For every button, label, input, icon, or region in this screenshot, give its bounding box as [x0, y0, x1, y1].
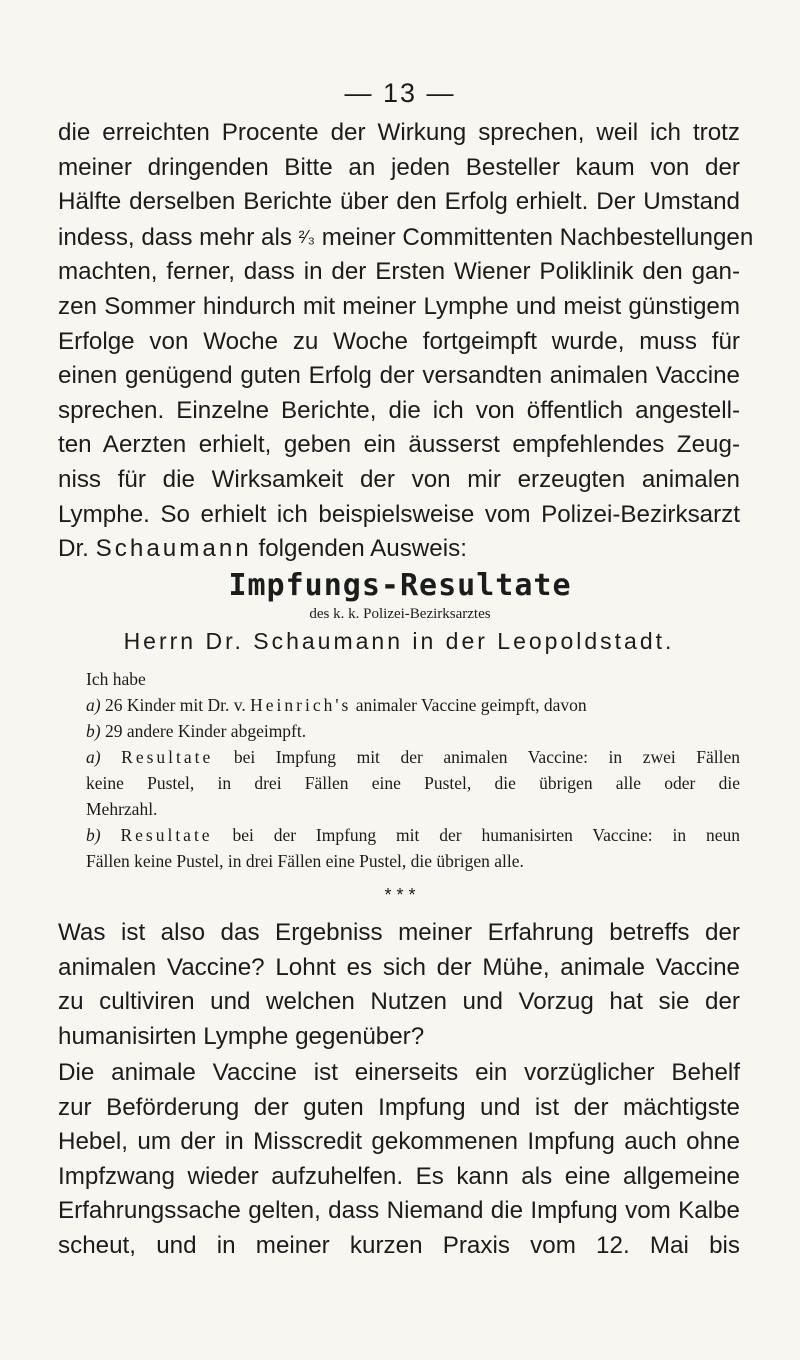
text-fragment: meiner Committenten Nachbestellungen — [321, 223, 754, 251]
item-marker: a) — [86, 695, 101, 715]
item-line — [86, 744, 740, 770]
text-line: die erreichten Procente der Wirkung sprechen, weil ich trotz — [58, 119, 740, 146]
text-line: Lymphe. So erhielt ich beispielsweise vom Polizei-Bezirksarzt — [58, 500, 740, 528]
item-line: Mehrzahl. — [86, 799, 158, 819]
item-line: Fällen keine Pustel, in drei Fällen eine Pustel, die übrigen alle. — [86, 851, 524, 871]
list-item — [86, 692, 740, 718]
paragraph-3 — [58, 1056, 740, 1264]
item-marker: b) — [86, 721, 101, 741]
text-line: einen genügend guten Erfolg der versandten animalen Vaccine — [58, 362, 740, 390]
item-text: bei der Impfung mit der humanisirten Vaccine: in neun — [232, 825, 741, 845]
text-line: Hälfte derselben Berichte über den Erfolg erhielt. Der Umstand — [58, 188, 740, 216]
text-fragment: Dr. — [58, 535, 89, 563]
text-line: sprechen. Einzelne Berichte, die ich von öffentlich angestell- — [58, 396, 740, 424]
name-heinrich: Heinrich's — [250, 695, 352, 715]
text-line: niss für die Wirksamkeit der von mir erzeugten animalen — [58, 465, 740, 493]
text-line: Die animale Vaccine ist einerseits ein vorzüglicher Behelf — [58, 1059, 740, 1086]
page-number: — 13 — — [344, 78, 456, 108]
section-divider: * * * — [384, 885, 416, 905]
item-text: animaler Vaccine geimpft, davon — [355, 695, 587, 715]
text-line: Erfolge von Woche zu Woche fortgeimpft wurde, muss für — [58, 327, 740, 355]
text-line: Was ist also das Ergebniss meiner Erfahrung betreffs der — [58, 919, 740, 946]
item-line: keine Pustel, in drei Fällen eine Pustel, die übrigen alle oder die — [86, 773, 740, 793]
text-line: animalen Vaccine? Lohnt es sich der Mühe, animale Vaccine — [58, 953, 740, 981]
name-schaumann: Schaumann — [95, 535, 252, 563]
text-line — [58, 532, 740, 567]
text-line: ten Aerzten erhielt, geben ein äusserst empfehlendes Zeug- — [58, 431, 740, 459]
fraction: ²⁄₃ — [298, 226, 315, 247]
text-line: meiner dringenden Bitte an jeden Besteller kaum von der — [58, 153, 740, 181]
text-line: machten, ferner, dass in der Ersten Wiener Poliklinik den gan- — [58, 258, 740, 286]
certificate-body — [86, 666, 740, 874]
text-line: humanisirten Lymphe gegenüber? — [58, 1022, 425, 1050]
text-line: scheut, und in meiner kurzen Praxis vom 12. Mai bis — [58, 1231, 740, 1259]
certificate-addressee: Herrn Dr. Schaumann in der Leopoldstadt. — [123, 628, 675, 654]
text-line: zur Beförderung der guten Impfung und ist der mächtigste — [58, 1093, 740, 1121]
item-text: 29 andere Kinder abgeimpft. — [104, 721, 307, 741]
item-text: 26 Kinder mit Dr. v. — [104, 695, 246, 715]
ich-habe: Ich habe — [86, 669, 146, 689]
text-fragment: folgenden Ausweis: — [258, 535, 467, 563]
text-line: zen Sommer hindurch mit meiner Lymphe und meist günstigem — [58, 292, 740, 320]
list-item — [86, 718, 740, 744]
item-marker: b) — [86, 825, 101, 845]
item-text: bei Impfung mit der animalen Vaccine: in zwei Fällen — [233, 747, 741, 767]
text-line: Impfzwang wieder aufzuhelfen. Es kann als eine allgemeine — [58, 1162, 740, 1190]
item-label: Resultate — [120, 825, 213, 845]
text-line: Erfahrungssache gelten, dass Niemand die Impfung vom Kalbe — [58, 1197, 740, 1225]
text-line: zu cultiviren und welchen Nutzen und Vorzug hat sie der — [58, 988, 740, 1016]
text-line-with-fraction — [58, 220, 754, 256]
text-line: Hebel, um der in Misscredit gekommenen Impfung auch ohne — [58, 1128, 740, 1156]
paragraph-2 — [58, 916, 740, 1054]
paragraph-1 — [58, 116, 754, 567]
certificate-subtitle: des k. k. Polizei-Bezirksarztes — [309, 606, 491, 622]
certificate-title: Impfungs-Resultate — [228, 568, 572, 603]
list-item — [86, 744, 740, 822]
text-fragment: indess, dass mehr als — [58, 223, 292, 251]
item-marker: a) — [86, 747, 101, 767]
item-line — [86, 822, 740, 848]
list-item — [86, 822, 740, 874]
item-label: Resultate — [121, 747, 214, 767]
